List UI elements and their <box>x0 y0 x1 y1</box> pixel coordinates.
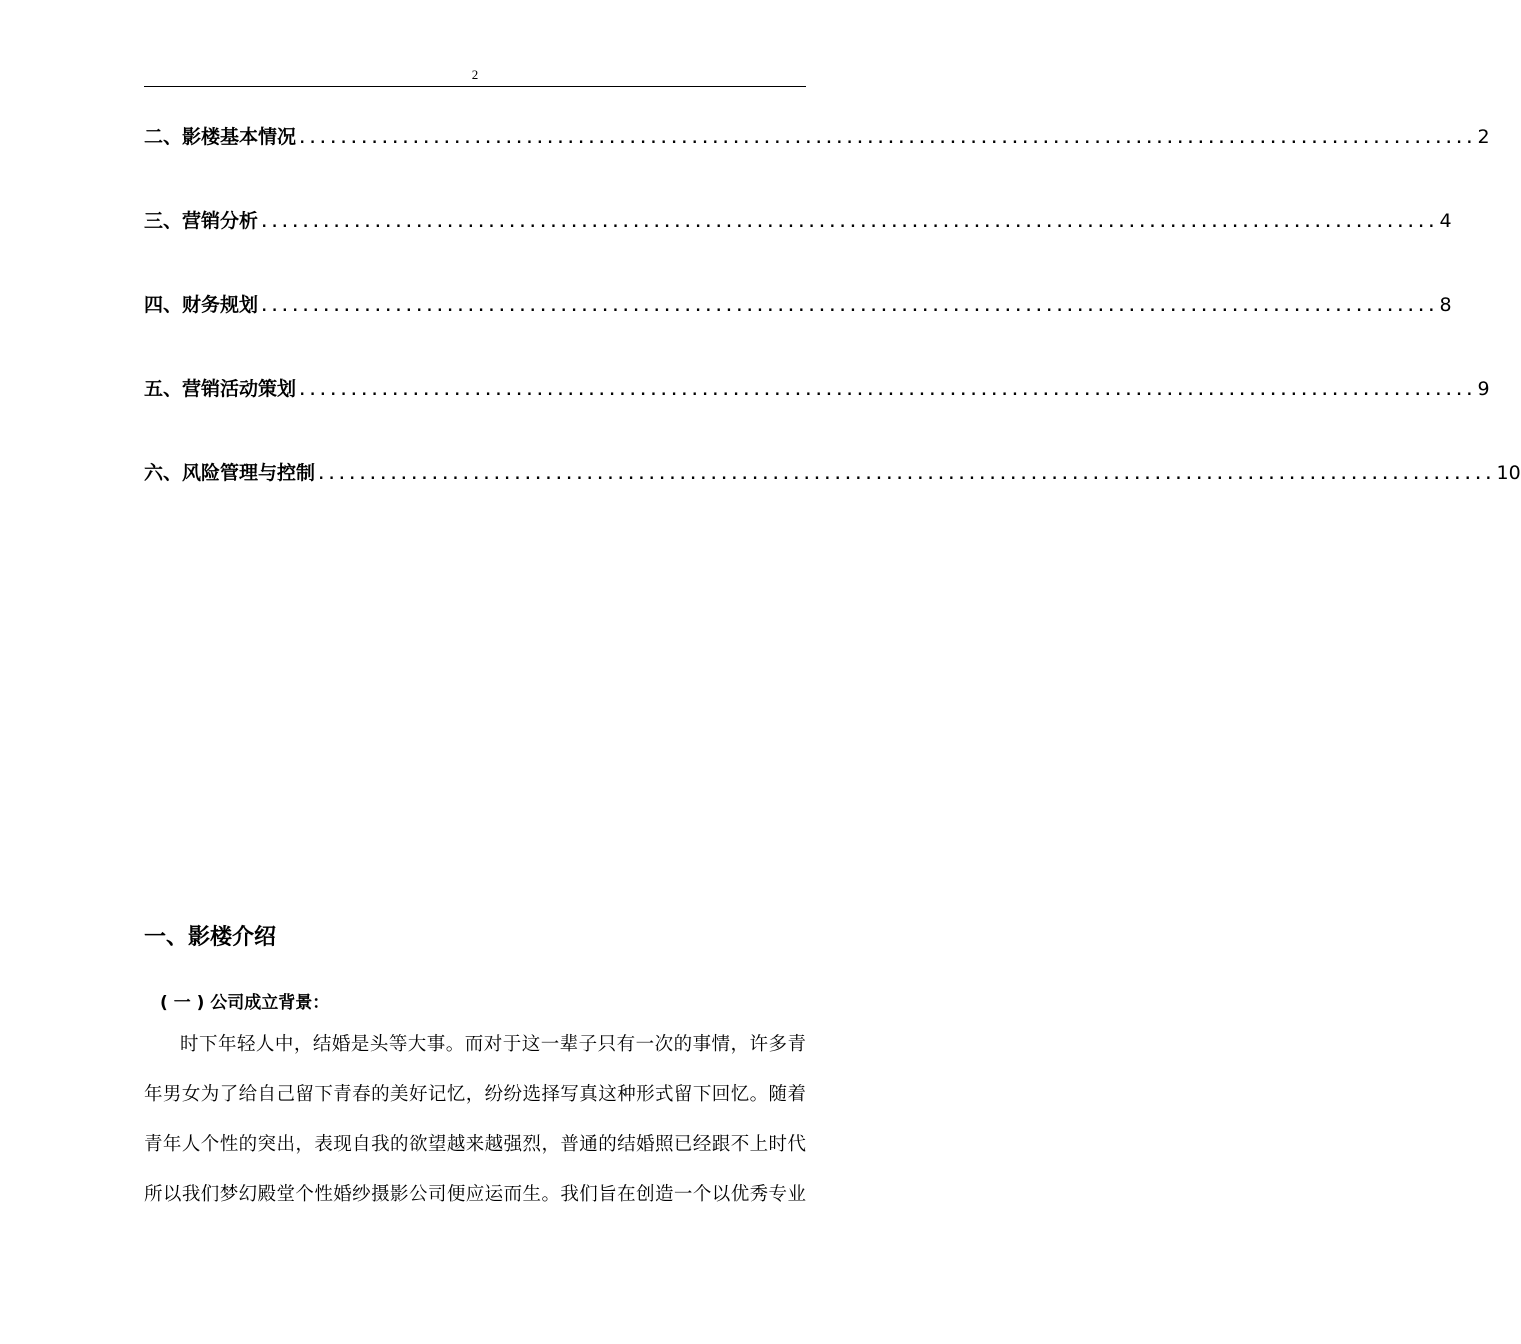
toc-dot-leader: .................................................................................................................. <box>298 383 1476 399</box>
toc-entry-page: 9 <box>1477 378 1490 400</box>
toc-entry-page: 8 <box>1439 294 1452 316</box>
paragraph-line: 年男女为了给自己留下青春的美好记忆，纷纷选择写真这种形式留下回忆。随着 <box>144 1084 806 1105</box>
toc-entry[interactable] <box>144 206 1452 236</box>
toc-dot-leader: .................................................................................................................. <box>317 467 1495 483</box>
toc-entry[interactable] <box>144 458 1521 488</box>
section-heading: 一、影楼介绍 <box>144 925 277 950</box>
toc-entry[interactable] <box>144 290 1452 320</box>
toc-entry-title: 二、影楼基本情况 <box>144 126 297 148</box>
paragraph-line: 时下年轻人中，结婚是头等大事。而对于这一辈子只有一次的事情，许多青 <box>180 1034 806 1055</box>
page-header <box>144 64 806 87</box>
toc-entry[interactable] <box>144 122 1490 152</box>
toc-entry-title: 三、营销分析 <box>144 210 259 232</box>
toc-dot-leader: .................................................................................................................. <box>298 131 1476 147</box>
paragraph-line: 青年人个性的突出，表现自我的欲望越来越强烈，普通的结婚照已经跟不上时代 <box>144 1134 806 1155</box>
page-number: 2 <box>471 67 479 82</box>
subsection-heading: ( 一 ) 公司成立背景： <box>160 993 330 1013</box>
toc-dot-leader: .................................................................................................................. <box>260 299 1438 315</box>
toc-entry-page: 2 <box>1477 126 1490 148</box>
toc-dot-leader: .................................................................................................................. <box>260 215 1438 231</box>
toc-entry-title: 五、营销活动策划 <box>144 378 297 400</box>
toc-entry[interactable] <box>144 374 1490 404</box>
toc-entry-page: 4 <box>1439 210 1452 232</box>
paragraph-line: 所以我们梦幻殿堂个性婚纱摄影公司便应运而生。我们旨在创造一个以优秀专业 <box>144 1184 806 1205</box>
toc-entry-title: 六、风险管理与控制 <box>144 462 316 484</box>
toc-entry-page: 10 <box>1496 462 1521 484</box>
toc-entry-title: 四、财务规划 <box>144 294 259 316</box>
